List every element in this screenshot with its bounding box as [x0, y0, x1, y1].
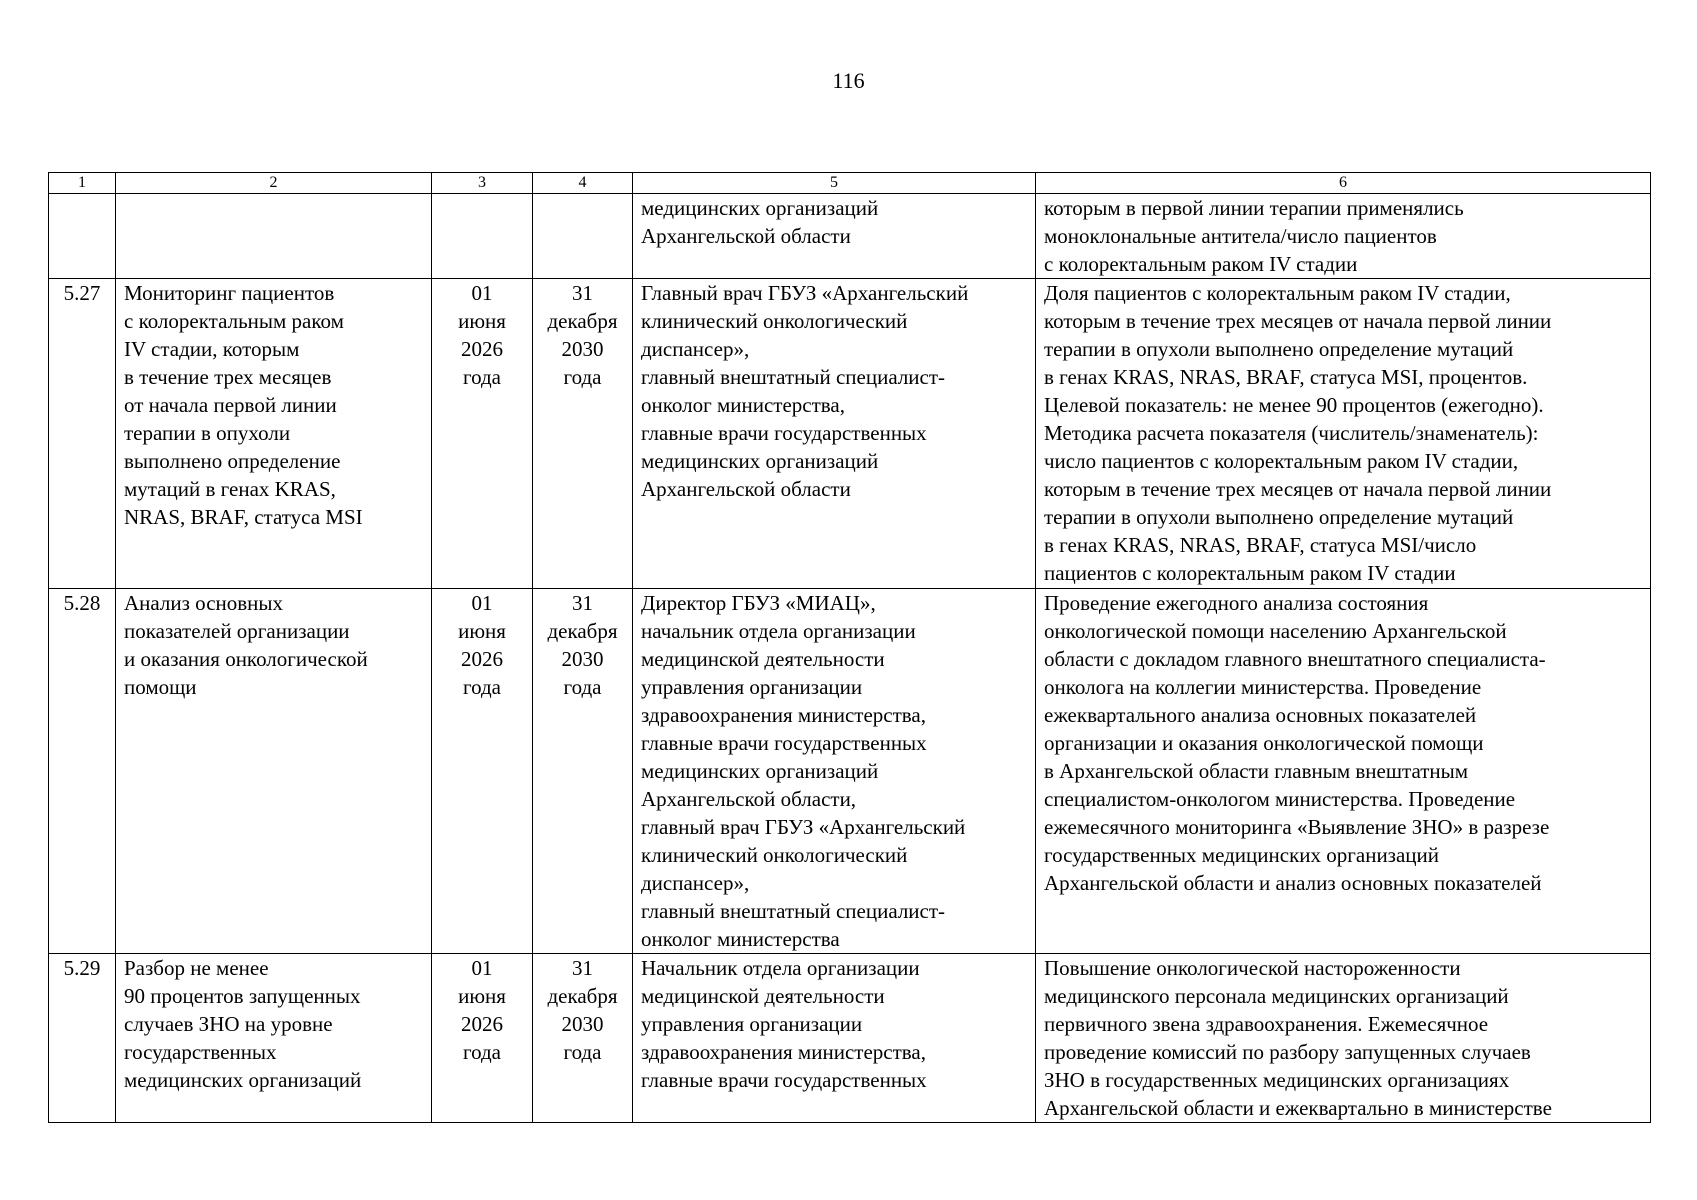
- result-cell: Доля пациентов с колоректальным раком IV стадии, которым в течение трех месяцев от начала первой линии терапии в опухоли выполнено определение мутаций в генах KRAS, NRAS, BRAF, статуса MSI, процентов. Целевой показатель: не менее 90 процентов (ежегодно). Методика расчета показателя (числитель/знаменатель): число пациентов с колоректальным раком IV стадии, которым в течение трех месяцев от начала первой линии терапии в опухоли выполнено определение мутаций в генах KRAS, NRAS, BRAF, статуса MSI/число пациентов с колоректальным раком IV стадии: [1036, 279, 1651, 589]
- result-cell: Проведение ежегодного анализа состояния онкологической помощи населению Архангельской области с докладом главного внештатного специалиста- онколога на коллегии министерства. Проведение ежеквартального анализа основных показателей организации и оказания онкологической помощи в Архангельской области главным внештатным специалистом-онкологом министерства. Проведение ежемесячного мониторинга «Выявление ЗНО» в разрезе государственных медицинских организаций Архангельской области и анализ основных показателей: [1036, 589, 1651, 954]
- activity-name-cell: Разбор не менее 90 процентов запущенных случаев ЗНО на уровне государственных медицинских организаций: [116, 954, 432, 1123]
- column-numbers-row: [49, 173, 1651, 194]
- result-cell: Повышение онкологической настороженности медицинского персонала медицинских организаций первичного звена здравоохранения. Ежемесячное проведение комиссий по разбору запущенных случаев ЗНО в государственных медицинских организациях Архангельской области и ежеквартально в министерстве: [1036, 954, 1651, 1123]
- row-number-cell: 5.28: [49, 589, 116, 954]
- column-number: 4: [533, 173, 633, 194]
- activities-table: [48, 172, 1651, 1123]
- table-row: [49, 589, 1651, 954]
- start-date-cell: 01 июня 2026 года: [432, 954, 533, 1123]
- row-number-cell: 5.27: [49, 279, 116, 589]
- responsible-cell: Начальник отдела организации медицинской деятельности управления организации здравоохранения министерства, главные врачи государственных: [633, 954, 1036, 1123]
- responsible-cell: медицинских организаций Архангельской области: [633, 194, 1036, 279]
- end-date-cell: 31 декабря 2030 года: [533, 279, 633, 589]
- responsible-cell: Главный врач ГБУЗ «Архангельский клинический онкологический диспансер», главный внештатный специалист- онколог министерства, главные врачи государственных медицинских организаций Архангельской области: [633, 279, 1036, 589]
- end-date-cell: 31 декабря 2030 года: [533, 954, 633, 1123]
- end-date-cell: [533, 194, 633, 279]
- row-number-cell: 5.29: [49, 954, 116, 1123]
- row-number-cell: [49, 194, 116, 279]
- start-date-cell: [432, 194, 533, 279]
- end-date-cell: 31 декабря 2030 года: [533, 589, 633, 954]
- start-date-cell: 01 июня 2026 года: [432, 589, 533, 954]
- activity-name-cell: Мониторинг пациентов с колоректальным раком IV стадии, которым в течение трех месяцев от начала первой линии терапии в опухоли выполнено определение мутаций в генах KRAS, NRAS, BRAF, статуса MSI: [116, 279, 432, 589]
- activity-name-cell: [116, 194, 432, 279]
- column-number: 2: [116, 173, 432, 194]
- table-row: [49, 954, 1651, 1123]
- result-cell: которым в первой линии терапии применялись моноклональные антитела/число пациентов с колоректальным раком IV стадии: [1036, 194, 1651, 279]
- column-number: 3: [432, 173, 533, 194]
- start-date-cell: 01 июня 2026 года: [432, 279, 533, 589]
- table-row: [49, 279, 1651, 589]
- column-number: 6: [1036, 173, 1651, 194]
- responsible-cell: Директор ГБУЗ «МИАЦ», начальник отдела организации медицинской деятельности управления организации здравоохранения министерства, главные врачи государственных медицинских организаций Архангельской области, главный врач ГБУЗ «Архангельский клинический онкологический диспансер», главный внештатный специалист- онколог министерства: [633, 589, 1036, 954]
- page-number: 116: [832, 68, 865, 93]
- activity-name-cell: Анализ основных показателей организации и оказания онкологической помощи: [116, 589, 432, 954]
- column-number: 5: [633, 173, 1036, 194]
- column-number: 1: [49, 173, 116, 194]
- table-row-continuation: [49, 194, 1651, 279]
